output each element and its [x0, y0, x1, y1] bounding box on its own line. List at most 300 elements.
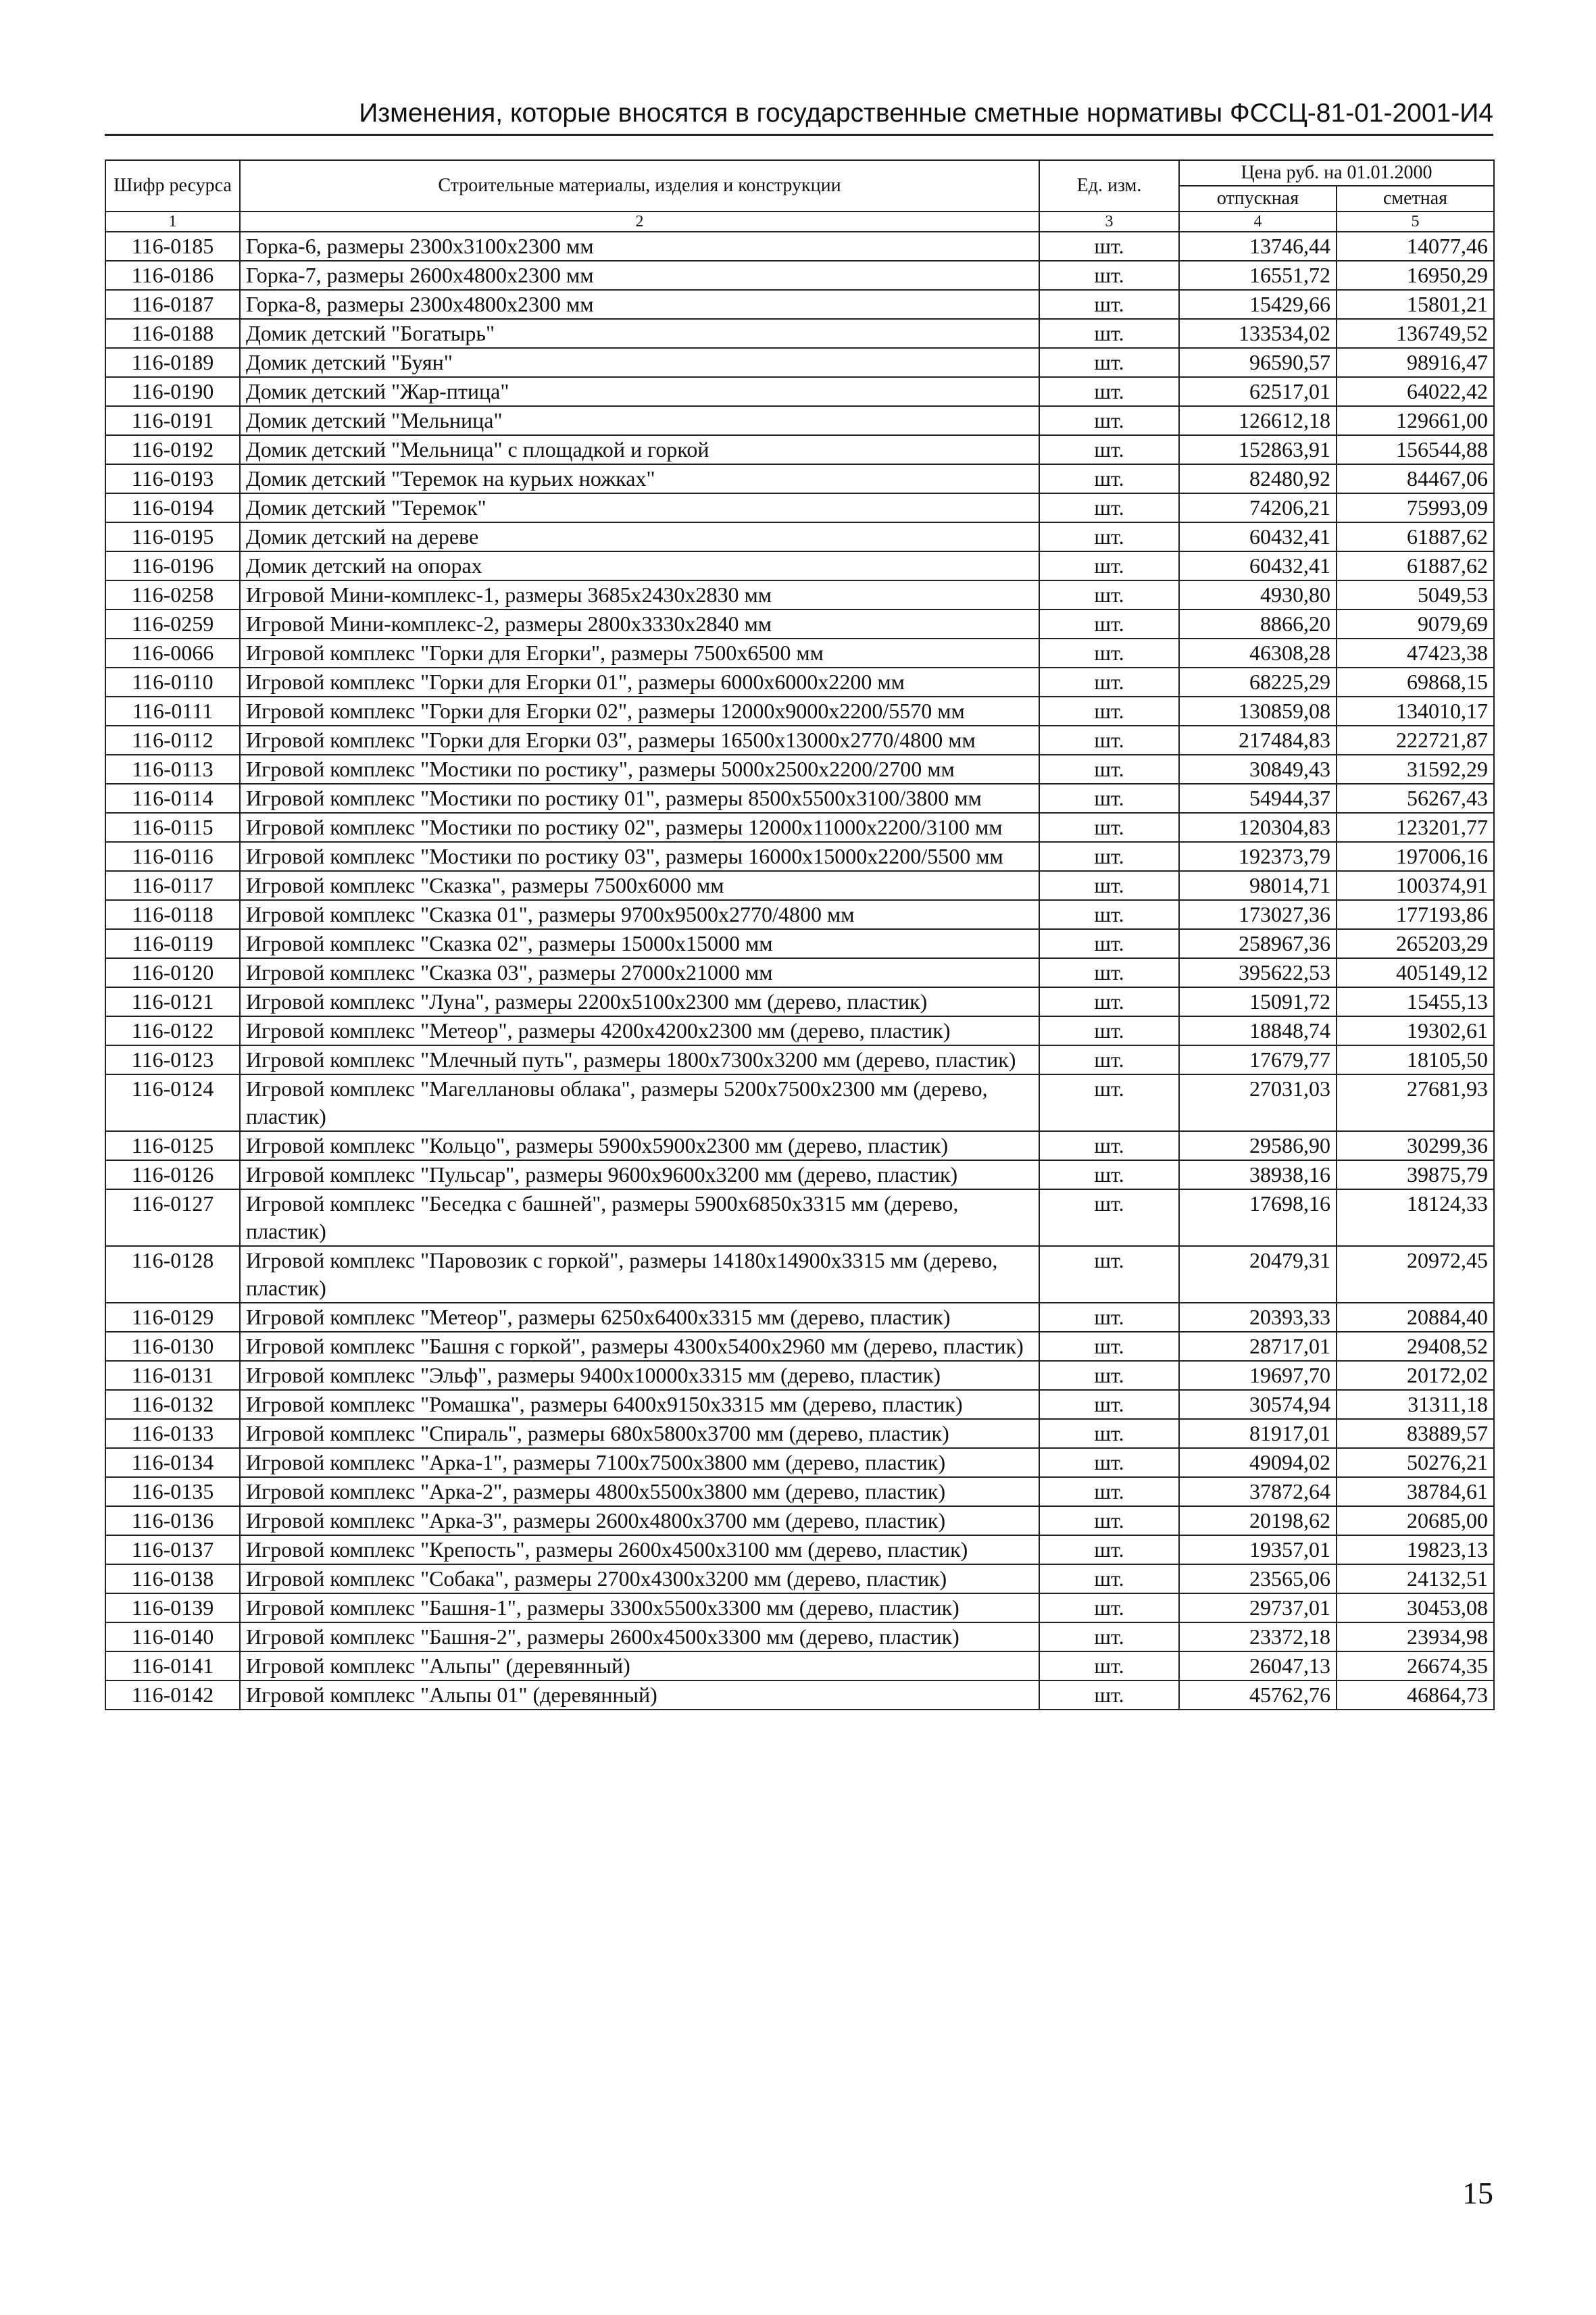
material-name: Игровой комплекс "Мостики по ростику 01", размеры 8500х5500х3100/3800 мм: [240, 784, 1039, 813]
column-number: 1: [105, 211, 240, 232]
estimate-price: 405149,12: [1337, 958, 1494, 987]
release-price: 23565,06: [1179, 1564, 1337, 1593]
unit-cell: шт.: [1039, 290, 1179, 319]
unit-cell: шт.: [1039, 1681, 1179, 1710]
table-row: [105, 1016, 1494, 1045]
unit-cell: шт.: [1039, 1160, 1179, 1189]
release-price: 258967,36: [1179, 929, 1337, 958]
material-name: Игровой комплекс "Горки для Егорки 02", размеры 12000х9000х2200/5570 мм: [240, 697, 1039, 726]
table-row: [105, 522, 1494, 551]
table-row: [105, 1045, 1494, 1074]
release-price: 45762,76: [1179, 1681, 1337, 1710]
release-price: 68225,29: [1179, 668, 1337, 697]
unit-cell: шт.: [1039, 842, 1179, 871]
estimate-price: 16950,29: [1337, 261, 1494, 290]
unit-cell: шт.: [1039, 609, 1179, 639]
table-row: [105, 1593, 1494, 1622]
material-name: Горка-7, размеры 2600х4800х2300 мм: [240, 261, 1039, 290]
resource-code: 116-0066: [105, 639, 240, 668]
unit-cell: шт.: [1039, 987, 1179, 1016]
unit-cell: шт.: [1039, 522, 1179, 551]
release-price: 20198,62: [1179, 1506, 1337, 1535]
unit-cell: шт.: [1039, 668, 1179, 697]
table-row: [105, 1506, 1494, 1535]
table-row: [105, 580, 1494, 609]
material-name: Игровой комплекс "Альпы" (деревянный): [240, 1651, 1039, 1681]
resource-code: 116-0127: [105, 1189, 240, 1246]
unit-cell: шт.: [1039, 871, 1179, 900]
resource-code: 116-0126: [105, 1160, 240, 1189]
estimate-price: 23934,98: [1337, 1622, 1494, 1651]
unit-cell: шт.: [1039, 261, 1179, 290]
material-name: Домик детский "Мельница": [240, 406, 1039, 435]
material-name: Домик детский "Теремок на курьих ножках": [240, 464, 1039, 493]
estimate-price: 75993,09: [1337, 493, 1494, 522]
material-name: Игровой комплекс "Луна", размеры 2200х5100х2300 мм (дерево, пластик): [240, 987, 1039, 1016]
estimate-price: 64022,42: [1337, 377, 1494, 406]
material-name: Игровой Мини-комплекс-1, размеры 3685х2430х2830 мм: [240, 580, 1039, 609]
table-row: [105, 987, 1494, 1016]
unit-cell: шт.: [1039, 1564, 1179, 1593]
material-name: Домик детский "Мельница" с площадкой и горкой: [240, 435, 1039, 464]
material-name: Домик детский "Буян": [240, 348, 1039, 377]
resource-code: 116-0114: [105, 784, 240, 813]
column-number: 5: [1337, 211, 1494, 232]
resource-code: 116-0137: [105, 1535, 240, 1564]
material-name: Домик детский "Жар-птица": [240, 377, 1039, 406]
estimate-price: 38784,61: [1337, 1477, 1494, 1506]
unit-cell: шт.: [1039, 755, 1179, 784]
material-name: Горка-6, размеры 2300х3100х2300 мм: [240, 232, 1039, 261]
unit-cell: шт.: [1039, 1419, 1179, 1448]
table-row: [105, 668, 1494, 697]
unit-cell: шт.: [1039, 551, 1179, 580]
material-name: Игровой комплекс "Метеор", размеры 4200х4200х2300 мм (дерево, пластик): [240, 1016, 1039, 1045]
estimate-price: 134010,17: [1337, 697, 1494, 726]
resource-code: 116-0131: [105, 1361, 240, 1390]
estimate-price: 156544,88: [1337, 435, 1494, 464]
release-price: 96590,57: [1179, 348, 1337, 377]
release-price: 62517,01: [1179, 377, 1337, 406]
unit-cell: шт.: [1039, 639, 1179, 668]
resource-code: 116-0121: [105, 987, 240, 1016]
resource-code: 116-0111: [105, 697, 240, 726]
resource-code: 116-0120: [105, 958, 240, 987]
resource-code: 116-0118: [105, 900, 240, 929]
resource-code: 116-0119: [105, 929, 240, 958]
resource-code: 116-0124: [105, 1074, 240, 1131]
estimate-price: 83889,57: [1337, 1419, 1494, 1448]
header-divider: [105, 134, 1493, 136]
estimate-price: 30453,08: [1337, 1593, 1494, 1622]
release-price: 29586,90: [1179, 1131, 1337, 1160]
resource-code: 116-0125: [105, 1131, 240, 1160]
table-row: [105, 1448, 1494, 1477]
unit-cell: шт.: [1039, 1622, 1179, 1651]
material-name: Игровой комплекс "Ромашка", размеры 6400х9150х3315 мм (дерево, пластик): [240, 1390, 1039, 1419]
header-code: Шифр ресурса: [105, 160, 240, 211]
release-price: 13746,44: [1179, 232, 1337, 261]
release-price: 26047,13: [1179, 1651, 1337, 1681]
resource-code: 116-0192: [105, 435, 240, 464]
unit-cell: шт.: [1039, 1332, 1179, 1361]
material-name: Игровой комплекс "Кольцо", размеры 5900х5900х2300 мм (дерево, пластик): [240, 1131, 1039, 1160]
table-row: [105, 1303, 1494, 1332]
estimate-price: 98916,47: [1337, 348, 1494, 377]
material-name: Игровой комплекс "Спираль", размеры 680х5800х3700 мм (дерево, пластик): [240, 1419, 1039, 1448]
estimate-price: 197006,16: [1337, 842, 1494, 871]
release-price: 81917,01: [1179, 1419, 1337, 1448]
table-row: [105, 290, 1494, 319]
release-price: 17679,77: [1179, 1045, 1337, 1074]
unit-cell: шт.: [1039, 1016, 1179, 1045]
unit-cell: шт.: [1039, 1535, 1179, 1564]
material-name: Игровой комплекс "Млечный путь", размеры 1800х7300х3200 мм (дерево, пластик): [240, 1045, 1039, 1074]
page-header-title: Изменения, которые вносятся в государственные сметные нормативы ФССЦ-81-01-2001-И4: [359, 99, 1493, 128]
table-row: [105, 406, 1494, 435]
table-row: [105, 1419, 1494, 1448]
material-name: Игровой комплекс "Эльф", размеры 9400х10000х3315 мм (дерево, пластик): [240, 1361, 1039, 1390]
table-row: [105, 1160, 1494, 1189]
header-name: Строительные материалы, изделия и конструкции: [240, 160, 1039, 211]
resource-code: 116-0136: [105, 1506, 240, 1535]
unit-cell: шт.: [1039, 232, 1179, 261]
unit-cell: шт.: [1039, 464, 1179, 493]
release-price: 16551,72: [1179, 261, 1337, 290]
resource-code: 116-0113: [105, 755, 240, 784]
release-price: 17698,16: [1179, 1189, 1337, 1246]
table-row: [105, 1390, 1494, 1419]
release-price: 173027,36: [1179, 900, 1337, 929]
release-price: 60432,41: [1179, 522, 1337, 551]
material-name: Игровой комплекс "Горки для Егорки", размеры 7500х6500 мм: [240, 639, 1039, 668]
resource-code: 116-0129: [105, 1303, 240, 1332]
resource-code: 116-0140: [105, 1622, 240, 1651]
table-row: [105, 261, 1494, 290]
table-body: [105, 232, 1494, 1710]
table-row: [105, 1074, 1494, 1131]
resource-code: 116-0142: [105, 1681, 240, 1710]
material-name: Игровой комплекс "Магеллановы облака", размеры 5200х7500х2300 мм (дерево, пластик): [240, 1074, 1039, 1131]
material-name: Игровой комплекс "Сказка", размеры 7500х6000 мм: [240, 871, 1039, 900]
resource-code: 116-0132: [105, 1390, 240, 1419]
resource-code: 116-0122: [105, 1016, 240, 1045]
release-price: 130859,08: [1179, 697, 1337, 726]
estimate-price: 177193,86: [1337, 900, 1494, 929]
release-price: 27031,03: [1179, 1074, 1337, 1131]
resource-code: 116-0130: [105, 1332, 240, 1361]
estimate-price: 27681,93: [1337, 1074, 1494, 1131]
release-price: 20393,33: [1179, 1303, 1337, 1332]
resource-code: 116-0128: [105, 1246, 240, 1303]
table-row: [105, 929, 1494, 958]
unit-cell: шт.: [1039, 1189, 1179, 1246]
release-price: 8866,20: [1179, 609, 1337, 639]
page-number: 15: [1462, 2176, 1493, 2210]
resource-code: 116-0134: [105, 1448, 240, 1477]
resource-code: 116-0258: [105, 580, 240, 609]
material-name: Игровой комплекс "Собака", размеры 2700х4300х3200 мм (дерево, пластик): [240, 1564, 1039, 1593]
release-price: 82480,92: [1179, 464, 1337, 493]
table-row: [105, 842, 1494, 871]
estimate-price: 18105,50: [1337, 1045, 1494, 1074]
release-price: 38938,16: [1179, 1160, 1337, 1189]
resource-code: 116-0123: [105, 1045, 240, 1074]
table-row: [105, 958, 1494, 987]
estimate-price: 69868,15: [1337, 668, 1494, 697]
table-row: [105, 1477, 1494, 1506]
estimate-price: 5049,53: [1337, 580, 1494, 609]
header-unit: Ед. изм.: [1039, 160, 1179, 211]
material-name: Игровой комплекс "Арка-1", размеры 7100х7500х3800 мм (дерево, пластик): [240, 1448, 1039, 1477]
column-number: 3: [1039, 211, 1179, 232]
resource-code: 116-0116: [105, 842, 240, 871]
estimate-price: 50276,21: [1337, 1448, 1494, 1477]
resource-code: 116-0185: [105, 232, 240, 261]
unit-cell: шт.: [1039, 1506, 1179, 1535]
material-name: Игровой комплекс "Сказка 01", размеры 9700х9500х2770/4800 мм: [240, 900, 1039, 929]
release-price: 54944,37: [1179, 784, 1337, 813]
release-price: 37872,64: [1179, 1477, 1337, 1506]
estimate-price: 15801,21: [1337, 290, 1494, 319]
column-number: 2: [240, 211, 1039, 232]
estimate-price: 56267,43: [1337, 784, 1494, 813]
release-price: 15091,72: [1179, 987, 1337, 1016]
estimate-price: 29408,52: [1337, 1332, 1494, 1361]
release-price: 4930,80: [1179, 580, 1337, 609]
table-row: [105, 551, 1494, 580]
estimate-price: 15455,13: [1337, 987, 1494, 1016]
resource-code: 116-0191: [105, 406, 240, 435]
material-name: Игровой комплекс "Мостики по ростику 02", размеры 12000х11000х2200/3100 мм: [240, 813, 1039, 842]
material-name: Горка-8, размеры 2300х4800х2300 мм: [240, 290, 1039, 319]
release-price: 120304,83: [1179, 813, 1337, 842]
table-row: [105, 697, 1494, 726]
table-row: [105, 609, 1494, 639]
estimate-price: 222721,87: [1337, 726, 1494, 755]
table-row: [105, 1535, 1494, 1564]
estimate-price: 30299,36: [1337, 1131, 1494, 1160]
table-header: [105, 160, 1494, 232]
unit-cell: шт.: [1039, 1651, 1179, 1681]
release-price: 60432,41: [1179, 551, 1337, 580]
material-name: Игровой комплекс "Арка-3", размеры 2600х4800х3700 мм (дерево, пластик): [240, 1506, 1039, 1535]
estimate-price: 14077,46: [1337, 232, 1494, 261]
release-price: 98014,71: [1179, 871, 1337, 900]
resource-code: 116-0195: [105, 522, 240, 551]
release-price: 152863,91: [1179, 435, 1337, 464]
release-price: 18848,74: [1179, 1016, 1337, 1045]
resource-code: 116-0110: [105, 668, 240, 697]
material-name: Игровой комплекс "Башня с горкой", размеры 4300х5400х2960 мм (дерево, пластик): [240, 1332, 1039, 1361]
unit-cell: шт.: [1039, 1593, 1179, 1622]
release-price: 74206,21: [1179, 493, 1337, 522]
estimate-price: 31592,29: [1337, 755, 1494, 784]
material-name: Игровой комплекс "Горки для Егорки 03", размеры 16500х13000х2770/4800 мм: [240, 726, 1039, 755]
unit-cell: шт.: [1039, 958, 1179, 987]
estimate-price: 20685,00: [1337, 1506, 1494, 1535]
material-name: Игровой комплекс "Башня-2", размеры 2600х4500х3300 мм (дерево, пластик): [240, 1622, 1039, 1651]
estimate-price: 61887,62: [1337, 522, 1494, 551]
estimate-price: 20972,45: [1337, 1246, 1494, 1303]
resource-code: 116-0115: [105, 813, 240, 842]
table-row: [105, 1189, 1494, 1246]
unit-cell: шт.: [1039, 1477, 1179, 1506]
estimate-price: 100374,91: [1337, 871, 1494, 900]
unit-cell: шт.: [1039, 493, 1179, 522]
resource-code: 116-0259: [105, 609, 240, 639]
table-row: [105, 726, 1494, 755]
material-name: Игровой комплекс "Пульсар", размеры 9600х9600х3200 мм (дерево, пластик): [240, 1160, 1039, 1189]
table-row: [105, 639, 1494, 668]
resource-code: 116-0196: [105, 551, 240, 580]
estimate-price: 31311,18: [1337, 1390, 1494, 1419]
estimate-price: 46864,73: [1337, 1681, 1494, 1710]
table-row: [105, 784, 1494, 813]
material-name: Игровой комплекс "Сказка 03", размеры 27000х21000 мм: [240, 958, 1039, 987]
unit-cell: шт.: [1039, 1045, 1179, 1074]
table-row: [105, 377, 1494, 406]
release-price: 29737,01: [1179, 1593, 1337, 1622]
unit-cell: шт.: [1039, 435, 1179, 464]
table-row: [105, 1564, 1494, 1593]
material-name: Игровой Мини-комплекс-2, размеры 2800х3330х2840 мм: [240, 609, 1039, 639]
unit-cell: шт.: [1039, 1448, 1179, 1477]
resource-code: 116-0133: [105, 1419, 240, 1448]
estimate-price: 47423,38: [1337, 639, 1494, 668]
resource-code: 116-0135: [105, 1477, 240, 1506]
resource-code: 116-0141: [105, 1651, 240, 1681]
material-name: Игровой комплекс "Беседка с башней", размеры 5900х6850х3315 мм (дерево, пластик): [240, 1189, 1039, 1246]
table-row: [105, 435, 1494, 464]
material-name: Игровой комплекс "Паровозик с горкой", размеры 14180х14900х3315 мм (дерево, пластик): [240, 1246, 1039, 1303]
release-price: 395622,53: [1179, 958, 1337, 987]
estimate-price: 19823,13: [1337, 1535, 1494, 1564]
material-name: Игровой комплекс "Крепость", размеры 2600х4500х3100 мм (дерево, пластик): [240, 1535, 1039, 1564]
table-row: [105, 1246, 1494, 1303]
estimate-price: 18124,33: [1337, 1189, 1494, 1246]
estimate-price: 265203,29: [1337, 929, 1494, 958]
release-price: 192373,79: [1179, 842, 1337, 871]
material-name: Домик детский на дереве: [240, 522, 1039, 551]
table-row: [105, 1332, 1494, 1361]
unit-cell: шт.: [1039, 580, 1179, 609]
header-price-release: отпускная: [1179, 186, 1337, 211]
column-number: 4: [1179, 211, 1337, 232]
table-row: [105, 871, 1494, 900]
unit-cell: шт.: [1039, 319, 1179, 348]
estimate-price: 129661,00: [1337, 406, 1494, 435]
material-name: Домик детский "Теремок": [240, 493, 1039, 522]
unit-cell: шт.: [1039, 697, 1179, 726]
material-name: Игровой комплекс "Арка-2", размеры 4800х5500х3800 мм (дерево, пластик): [240, 1477, 1039, 1506]
estimate-price: 9079,69: [1337, 609, 1494, 639]
resource-code: 116-0112: [105, 726, 240, 755]
release-price: 126612,18: [1179, 406, 1337, 435]
table-row: [105, 900, 1494, 929]
header-price-estimate: сметная: [1337, 186, 1494, 211]
table-row: [105, 1131, 1494, 1160]
resource-code: 116-0138: [105, 1564, 240, 1593]
release-price: 46308,28: [1179, 639, 1337, 668]
release-price: 19697,70: [1179, 1361, 1337, 1390]
unit-cell: шт.: [1039, 1390, 1179, 1419]
resource-code: 116-0186: [105, 261, 240, 290]
unit-cell: шт.: [1039, 1303, 1179, 1332]
estimate-price: 39875,79: [1337, 1160, 1494, 1189]
table-row: [105, 493, 1494, 522]
table-row: [105, 755, 1494, 784]
estimate-price: 20884,40: [1337, 1303, 1494, 1332]
resource-code: 116-0194: [105, 493, 240, 522]
material-name: Игровой комплекс "Горки для Егорки 01", размеры 6000х6000х2200 мм: [240, 668, 1039, 697]
material-name: Домик детский на опорах: [240, 551, 1039, 580]
material-name: Игровой комплекс "Метеор", размеры 6250х6400х3315 мм (дерево, пластик): [240, 1303, 1039, 1332]
unit-cell: шт.: [1039, 1246, 1179, 1303]
material-name: Игровой комплекс "Башня-1", размеры 3300х5500х3300 мм (дерево, пластик): [240, 1593, 1039, 1622]
price-table: [105, 159, 1495, 1710]
release-price: 23372,18: [1179, 1622, 1337, 1651]
table-row: [105, 348, 1494, 377]
unit-cell: шт.: [1039, 813, 1179, 842]
release-price: 49094,02: [1179, 1448, 1337, 1477]
table-row: [105, 1361, 1494, 1390]
material-name: Игровой комплекс "Мостики по ростику", размеры 5000х2500х2200/2700 мм: [240, 755, 1039, 784]
estimate-price: 19302,61: [1337, 1016, 1494, 1045]
table-row: [105, 319, 1494, 348]
material-name: Игровой комплекс "Альпы 01" (деревянный): [240, 1681, 1039, 1710]
resource-code: 116-0189: [105, 348, 240, 377]
material-name: Игровой комплекс "Сказка 02", размеры 15000х15000 мм: [240, 929, 1039, 958]
resource-code: 116-0188: [105, 319, 240, 348]
resource-code: 116-0193: [105, 464, 240, 493]
unit-cell: шт.: [1039, 900, 1179, 929]
unit-cell: шт.: [1039, 377, 1179, 406]
release-price: 217484,83: [1179, 726, 1337, 755]
table-row: [105, 464, 1494, 493]
table-row: [105, 232, 1494, 261]
release-price: 30574,94: [1179, 1390, 1337, 1419]
unit-cell: шт.: [1039, 1074, 1179, 1131]
header-price: Цена руб. на 01.01.2000: [1179, 160, 1494, 186]
release-price: 19357,01: [1179, 1535, 1337, 1564]
estimate-price: 26674,35: [1337, 1651, 1494, 1681]
estimate-price: 123201,77: [1337, 813, 1494, 842]
resource-code: 116-0187: [105, 290, 240, 319]
release-price: 28717,01: [1179, 1332, 1337, 1361]
release-price: 15429,66: [1179, 290, 1337, 319]
unit-cell: шт.: [1039, 406, 1179, 435]
estimate-price: 84467,06: [1337, 464, 1494, 493]
material-name: Домик детский "Богатырь": [240, 319, 1039, 348]
unit-cell: шт.: [1039, 1131, 1179, 1160]
estimate-price: 20172,02: [1337, 1361, 1494, 1390]
resource-code: 116-0117: [105, 871, 240, 900]
unit-cell: шт.: [1039, 1361, 1179, 1390]
unit-cell: шт.: [1039, 348, 1179, 377]
resource-code: 116-0139: [105, 1593, 240, 1622]
estimate-price: 24132,51: [1337, 1564, 1494, 1593]
release-price: 20479,31: [1179, 1246, 1337, 1303]
unit-cell: шт.: [1039, 726, 1179, 755]
unit-cell: шт.: [1039, 929, 1179, 958]
unit-cell: шт.: [1039, 784, 1179, 813]
table-row: [105, 1651, 1494, 1681]
resource-code: 116-0190: [105, 377, 240, 406]
release-price: 133534,02: [1179, 319, 1337, 348]
table-row: [105, 1622, 1494, 1651]
material-name: Игровой комплекс "Мостики по ростику 03", размеры 16000х15000х2200/5500 мм: [240, 842, 1039, 871]
